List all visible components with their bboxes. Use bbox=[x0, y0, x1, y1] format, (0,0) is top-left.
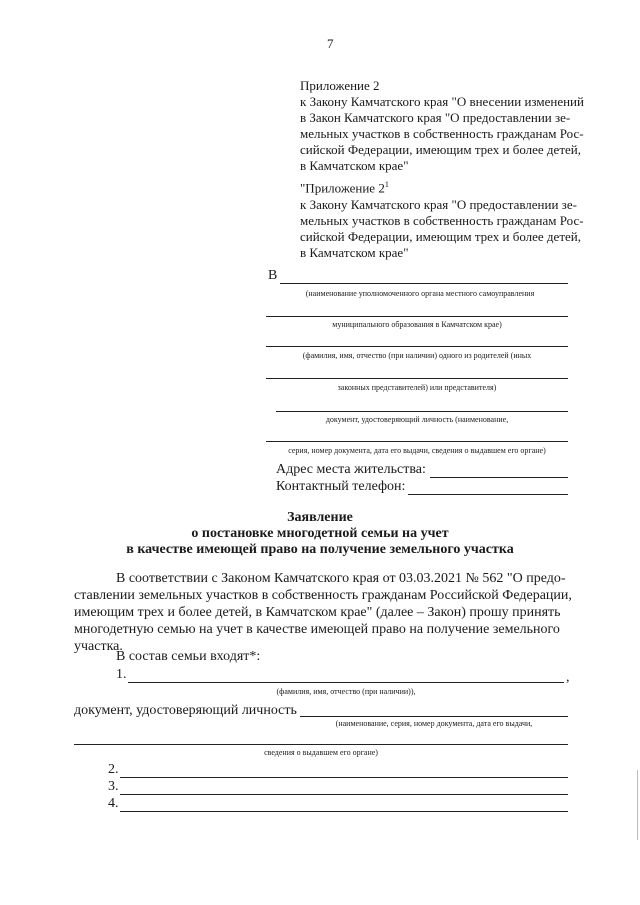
field-caption: (наименование, серия, номер документа, дата его выдачи, bbox=[335, 719, 533, 728]
family-member-1-field[interactable] bbox=[128, 682, 564, 683]
appendix2-1-line: в Камчатском крае" bbox=[300, 245, 409, 260]
phone-field[interactable] bbox=[408, 494, 568, 495]
scan-edge-mark bbox=[637, 770, 638, 840]
field-caption: серия, номер документа, дата его выдачи, сведения о выдавшем его органе) bbox=[288, 446, 546, 455]
appendix2-line: в Закон Камчатского края "О предоставлении зе- bbox=[300, 110, 571, 125]
body-line: ставлении земельных участков в собственность гражданам Российской Федерации, bbox=[74, 588, 572, 603]
field-caption: (наименование уполномоченного органа местного самоуправления bbox=[305, 289, 535, 298]
field-caption: сведения о выдавшем его органе) bbox=[264, 748, 378, 757]
family-member-4-field[interactable] bbox=[120, 811, 568, 812]
municipality-field[interactable] bbox=[266, 316, 568, 317]
application-subheading: в качестве имеющей право на получение земельного участка bbox=[126, 542, 514, 557]
doc-label: документ, удостоверяющий личность bbox=[74, 703, 297, 718]
family-item-number: 1. bbox=[116, 667, 127, 682]
appendix2-1-line: сийской Федерации, имеющим трех и более детей, bbox=[300, 229, 581, 244]
appendix2-line: сийской Федерации, имеющим трех и более детей, bbox=[300, 142, 581, 157]
body-line: участка. bbox=[74, 639, 123, 654]
family-label: В состав семьи входят*: bbox=[116, 649, 261, 664]
id-document-field[interactable] bbox=[276, 411, 568, 412]
id-document-details-field[interactable] bbox=[266, 441, 568, 442]
field-caption: законных представителей) или представителя) bbox=[337, 383, 497, 392]
appendix2-1-line: мельных участков в собственность гражданам Рос- bbox=[300, 213, 584, 228]
appendix2-line: к Закону Камчатского края "О внесении изменений bbox=[300, 94, 584, 109]
body-line: В соответствии с Законом Камчатского края от 03.03.2021 № 562 "О предо- bbox=[116, 571, 566, 586]
address-label: Адрес места жительства: bbox=[276, 462, 426, 477]
field-caption: муниципального образования в Камчатском крае) bbox=[332, 320, 502, 329]
family-member-3-field[interactable] bbox=[120, 794, 568, 795]
family-member-2-field[interactable] bbox=[120, 777, 568, 778]
body-line: имеющим трех и более детей, в Камчатском крае" (далее – Закон) прошу принять bbox=[74, 605, 561, 620]
family-item-number: 4. bbox=[108, 796, 119, 811]
family-item-number: 2. bbox=[108, 762, 119, 777]
appendix2-line: мельных участков в собственность гражданам Рос- bbox=[300, 126, 584, 141]
representative-field[interactable] bbox=[266, 378, 568, 379]
family-member-1-doc-field[interactable] bbox=[300, 716, 568, 717]
family-member-1-doc-details-field[interactable] bbox=[74, 744, 568, 745]
appendix2-1-line: к Закону Камчатского края "О предоставлении зе- bbox=[300, 197, 577, 212]
item-comma: , bbox=[566, 670, 570, 685]
application-heading: Заявление bbox=[287, 510, 353, 525]
address-field[interactable] bbox=[430, 477, 568, 478]
org-name-field[interactable] bbox=[280, 283, 568, 284]
application-subheading: о постановке многодетной семьи на учет bbox=[191, 526, 449, 541]
appendix2-line: в Камчатском крае" bbox=[300, 158, 409, 173]
family-item-number: 3. bbox=[108, 779, 119, 794]
appendix2-title: Приложение 2 bbox=[300, 78, 380, 93]
applicant-name-field[interactable] bbox=[266, 346, 568, 347]
phone-label: Контактный телефон: bbox=[276, 479, 406, 494]
field-caption: (фамилия, имя, отчество (при наличии)), bbox=[276, 687, 416, 696]
page-number: 7 bbox=[327, 36, 334, 51]
field-caption: документ, удостоверяющий личность (наименование, bbox=[325, 415, 509, 424]
body-line: многодетную семью на учет в качестве имеющей право на получение земельного bbox=[74, 622, 560, 637]
addressee-prefix: В bbox=[268, 268, 278, 283]
field-caption: (фамилия, имя, отчество (при наличии) одного из родителей (иных bbox=[302, 351, 532, 360]
appendix2-1-title: "Приложение $2^1$ bbox=[300, 180, 389, 196]
